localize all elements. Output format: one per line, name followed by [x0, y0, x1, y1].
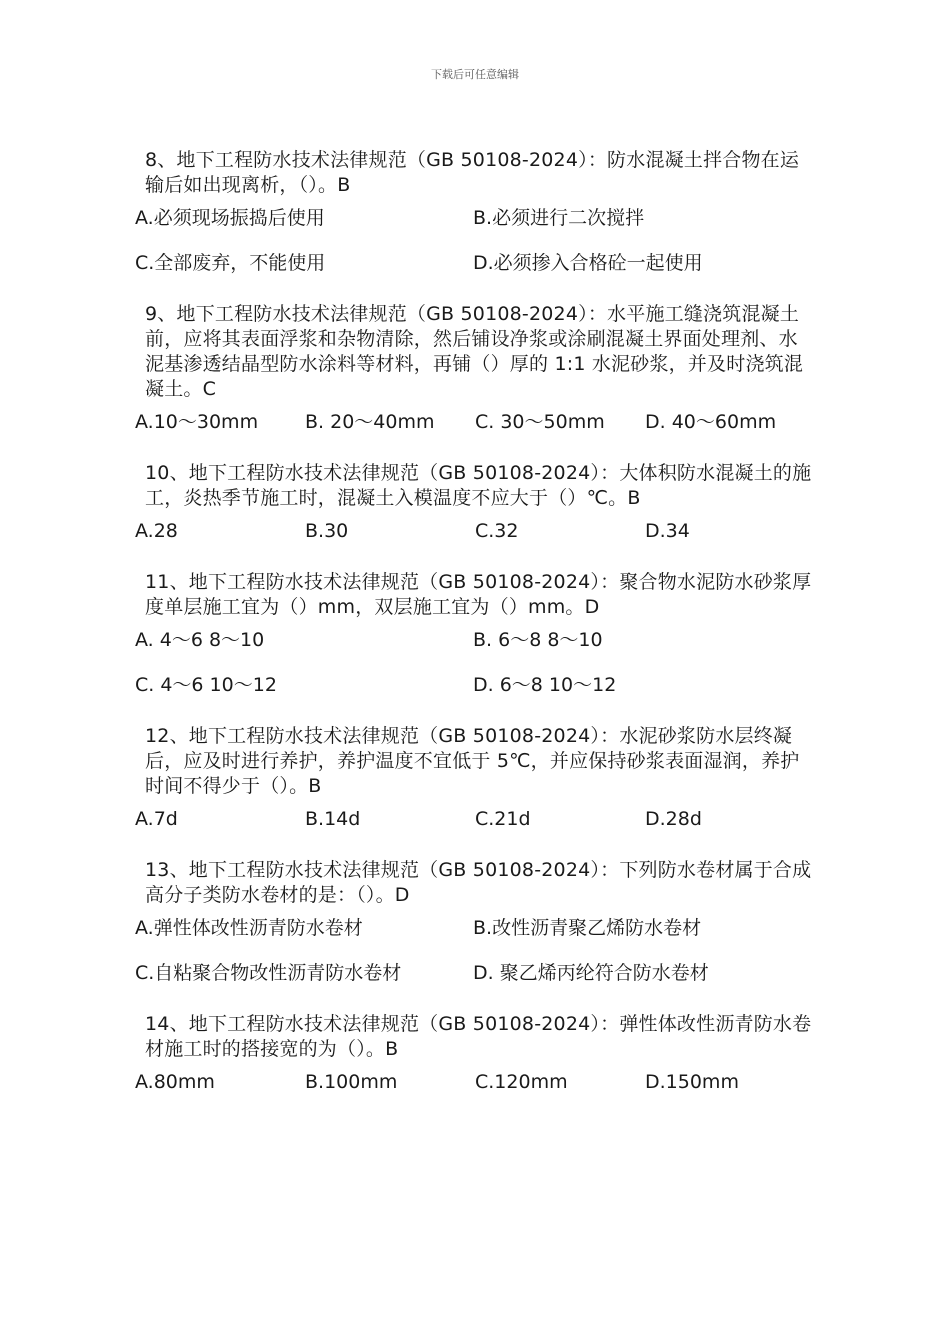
option-b: B. 20～40mm: [305, 411, 435, 433]
options: [135, 206, 815, 276]
question-11: [135, 570, 815, 698]
question-8: [135, 148, 815, 276]
option-d: D.34: [645, 520, 690, 542]
option-c: C. 4～6 10～12: [135, 674, 277, 696]
option-a: A.80mm: [135, 1071, 215, 1093]
question-stem: 8、地下工程防水技术法律规范（GB 50108-2024）：防水混凝土拌合物在运输后如出现离析，（）。B: [145, 149, 800, 196]
option-a: A.7d: [135, 808, 178, 830]
option-d: D.必须掺入合格砼一起使用: [473, 252, 703, 274]
question-stem: 9、地下工程防水技术法律规范（GB 50108-2024）：水平施工缝浇筑混凝土前，应将其表面浮浆和杂物清除，然后铺设净浆或涂刷混凝土界面处理剂、水泥基渗透结晶型防水涂料等材料，再铺（）厚的 1:1 水泥砂浆，并及时浇筑混凝土。C: [145, 303, 804, 400]
question-list: [135, 148, 815, 1121]
option-b: B.改性沥青聚乙烯防水卷材: [473, 917, 702, 939]
question-stem: 13、地下工程防水技术法律规范（GB 50108-2024）：下列防水卷材属于合成高分子类防水卷材的是：（）。D: [145, 859, 812, 906]
option-d: D.150mm: [645, 1071, 739, 1093]
option-d: D.28d: [645, 808, 702, 830]
options: [135, 628, 815, 698]
option-a: A.28: [135, 520, 178, 542]
question-14: [135, 1012, 815, 1095]
option-c: C.自粘聚合物改性沥青防水卷材: [135, 962, 402, 984]
question-stem: 12、地下工程防水技术法律规范（GB 50108-2024）：水泥砂浆防水层终凝后，应及时进行养护，养护温度不宜低于 5℃，并应保持砂浆表面湿润，养护时间不得少于（）。B: [145, 725, 800, 797]
option-d: D. 40～60mm: [645, 411, 777, 433]
option-c: C.21d: [475, 808, 531, 830]
option-d: D. 聚乙烯丙纶符合防水卷材: [473, 962, 709, 984]
options: [135, 519, 815, 544]
question-stem: 10、地下工程防水技术法律规范（GB 50108-2024）：大体积防水混凝土的施工，炎热季节施工时，混凝土入模温度不应大于（）℃。B: [145, 462, 812, 509]
option-a: A.10～30mm: [135, 411, 259, 433]
options: [135, 807, 815, 832]
option-a: A. 4～6 8～10: [135, 629, 265, 651]
option-a: A.弹性体改性沥青防水卷材: [135, 917, 363, 939]
option-b: B.必须进行二次搅拌: [473, 207, 645, 229]
option-c: C.32: [475, 520, 519, 542]
option-b: B.14d: [305, 808, 361, 830]
option-c: C. 30～50mm: [475, 411, 605, 433]
option-b: B.30: [305, 520, 349, 542]
question-stem: 14、地下工程防水技术法律规范（GB 50108-2024）：弹性体改性沥青防水卷材施工时的搭接宽的为（）。B: [145, 1013, 812, 1060]
page-header: 下载后可任意编辑: [431, 68, 519, 81]
options: [135, 916, 815, 986]
option-c: C.全部废弃，不能使用: [135, 252, 326, 274]
options: [135, 1070, 815, 1095]
question-10: [135, 461, 815, 544]
option-c: C.120mm: [475, 1071, 568, 1093]
question-9: [135, 302, 815, 435]
question-13: [135, 858, 815, 986]
question-stem: 11、地下工程防水技术法律规范（GB 50108-2024）：聚合物水泥防水砂浆厚度单层施工宜为（）mm，双层施工宜为（）mm。D: [145, 571, 812, 618]
question-12: [135, 724, 815, 832]
option-b: B.100mm: [305, 1071, 398, 1093]
option-d: D. 6～8 10～12: [473, 674, 617, 696]
option-b: B. 6～8 8～10: [473, 629, 603, 651]
option-a: A.必须现场振捣后使用: [135, 207, 325, 229]
options: [135, 410, 815, 435]
